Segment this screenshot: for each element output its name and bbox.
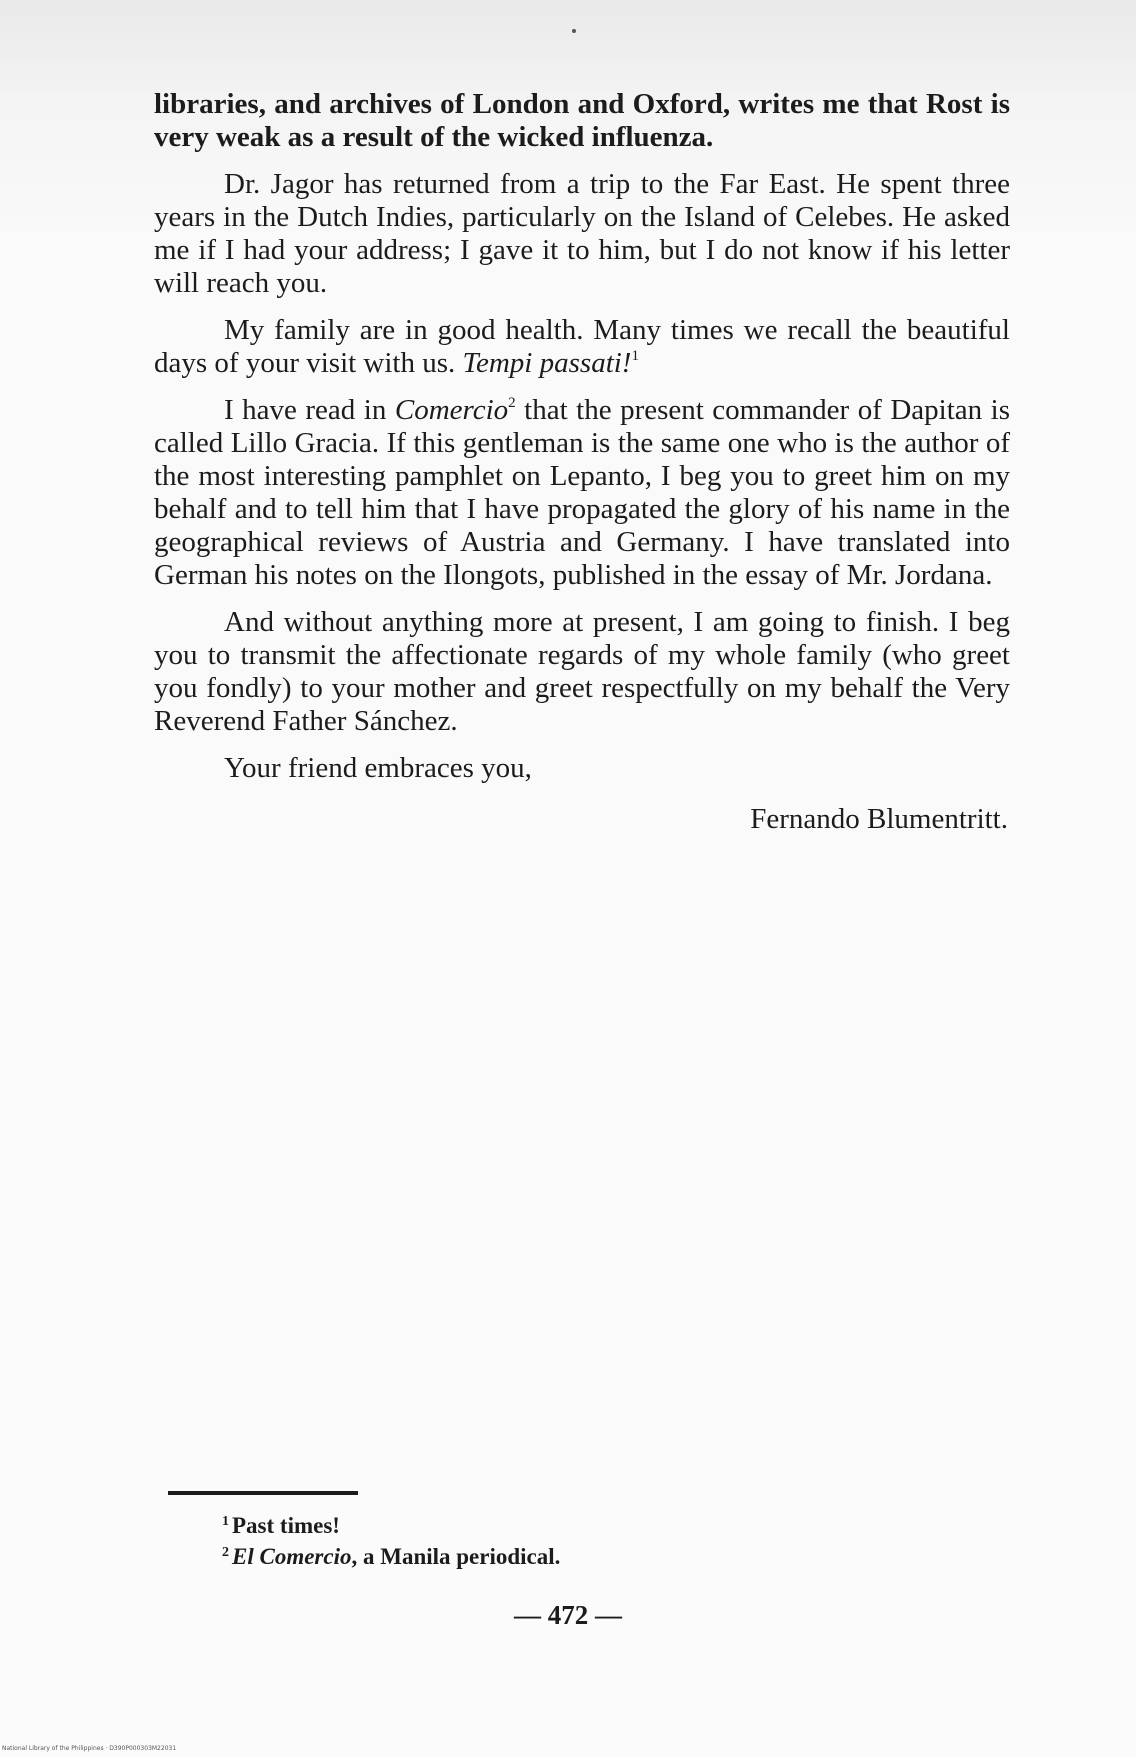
closing-line: Your friend embraces you, [224,752,532,784]
paragraph-3 [154,314,1010,380]
paragraph-3-italic: Tempi passati! [462,347,632,379]
paragraph-3-text: My family are in good health. Many times we recall the beautiful days of your visit with us. [154,314,1010,379]
footnotes [222,1510,560,1572]
signature: Fernando Blumentritt. [750,803,1008,835]
footnote-2-marker: 2 [222,1545,229,1560]
scan-credit: National Library of the Philippines · D390P000303M22031 [2,1745,177,1752]
footnote-ref-2: 2 [508,395,516,411]
print-speck [572,29,576,33]
paragraph-4-text-b: that the present commander of Dapitan is called Lillo Gracia. If this gentleman is the same one who is the author of the most interesting pamphlet on Lepanto, I beg you to greet him on my behalf and to tell him that I have propagated the glory of his name in the geographical reviews of Austria and Germany. I have translated into German his notes on the Ilongots, published in the essay of Mr. Jordana. [154,394,1010,591]
footnote-2-text: , a Manila periodical. [351,1544,561,1569]
footnote-1 [222,1510,560,1541]
paragraph-4-italic: Comercio [394,394,509,426]
paragraph-1: libraries, and archives of London and Oxford, writes me that Rost is very weak as a result of the wicked influenza. [154,88,1010,153]
footnote-1-text: Past times! [232,1513,340,1538]
footnote-rule [168,1491,358,1495]
paragraph-4 [154,394,1010,592]
paragraph-4-text-a: I have read in [224,394,395,426]
footnote-1-marker: 1 [222,1514,229,1529]
footnote-2 [222,1541,560,1572]
letter-body [154,88,1010,836]
page-number: — 472 — [514,1600,622,1630]
footnote-2-italic: El Comercio [232,1544,352,1569]
paragraph-5: And without anything more at present, I am going to finish. I beg you to transmit the affectionate regards of my whole family (who greet you fondly) to your mother and greet respectfully on my behalf the Very Reverend Father Sánchez. [154,606,1010,737]
footnote-ref-1: 1 [631,348,639,364]
paragraph-2: Dr. Jagor has returned from a trip to the Far East. He spent three years in the Dutch Indies, particularly on the Island of Celebes. He asked me if I had your address; I gave it to him, but I do not know if his letter will reach you. [154,168,1010,299]
